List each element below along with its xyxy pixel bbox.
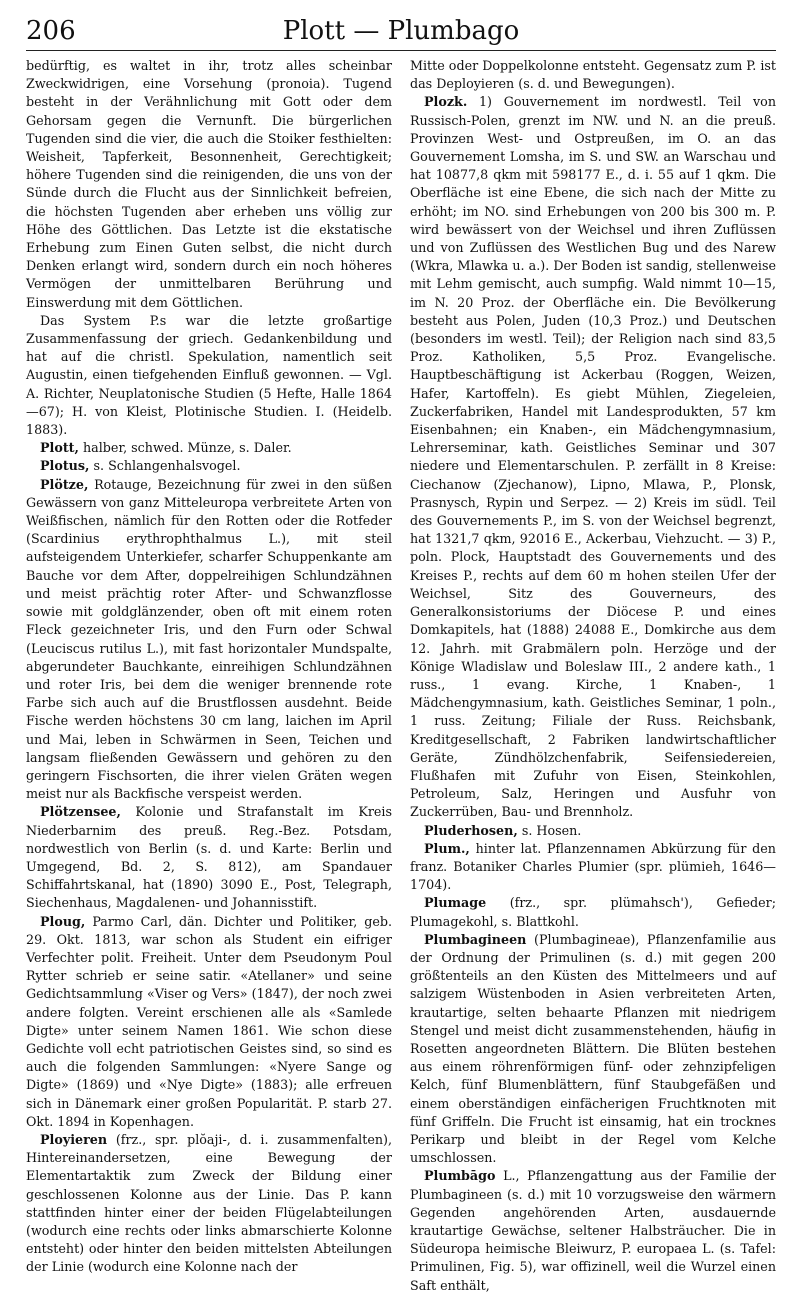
dictionary-entry: [410, 822, 776, 840]
dictionary-entry: [26, 1131, 392, 1277]
dictionary-entry: [26, 803, 392, 912]
columns: [26, 57, 776, 1295]
entry-text: Das System P.s war die letzte großartige Zusammenfassung der griech. Gedankenbildung und hat auf die christl. Spekulation, namentlich seit Augustin, einen tiefgehenden Einfluß gewonnen. — Vgl. A. Richter, Neuplatonische Studien (5 Hefte, Halle 1864—67); H. von Kleist, Plotinische Studien. I. (Heidelb. 1883).: [26, 312, 392, 438]
entry-headword: Plötze,: [40, 476, 89, 492]
dictionary-entry: [26, 913, 392, 1131]
entry-text: Parmo Carl, dän. Dichter und Politiker, geb. 29. Okt. 1813, war schon als Student ein eifriger Verfechter polit. Freiheit. Unter dem Pseudonym Poul Rytter schrieb er seine satir. «Atellaner» und seine Gedichtsammlung «Viser og Vers» (1847), der noch zwei andere folgten. Vereint erschienen alle als «Samlede Digte» unter seinem Namen 1861. Wie schon diese Gedichte voll echt patriotischen Geistes sind, so sind es auch die folgenden Sammlungen: «Nyere Sange og Digte» (1869) und «Nye Digte» (1883); alle erfreuen sich in Dänemark einer großen Popularität. P. starb 27. Okt. 1894 in Kopenhagen.: [26, 913, 392, 1129]
page-number: 206: [26, 16, 76, 46]
entry-text: (frz., spr. plümahsch'), Gefieder; Plumagekohl, s. Blattkohl.: [410, 895, 776, 929]
entry-text: Rotauge, Bezeichnung für zwei in den süßen Gewässern von ganz Mitteleuropa verbreitete Arten von Weißfischen, nämlich für den Rotten oder die Rotfeder (Scardinius erythrophthalmus L.), mit steil aufsteigendem Unterkiefer, scharfer Schuppenkante am Bauche vor dem After, doppelreihigen Schlundzähnen und meist prächtig roter After- und Schwanzflosse sowie mit goldglänzender, oben oft mit einem roten Fleck gezeichneter Iris, und den Furn oder Schwal (Leuciscus rutilus L.), mit fast horizontaler Mundspalte, abgerundeter Bauchkante, einreihigen Schlundzähnen und roter Iris, bei dem die weniger brennende rote Farbe sich auch auf die Brustflossen ausdehnt. Beide Fische werden höchstens 30 cm lang, laichen im April und Mai, leben in Schwärmen in Seen, Teichen und langsam fließenden Gewässern und gehören zu den geringern Fischsorten, die ihrer vielen Gräten wegen meist nur als Backfische verspeist werden.: [26, 476, 392, 802]
entry-headword: Ploug,: [40, 913, 86, 929]
entry-headword: Plumage: [424, 895, 487, 911]
left-column: [26, 57, 392, 1295]
entry-text: halber, schwed. Münze, s. Daler.: [83, 440, 292, 456]
dictionary-entry: [410, 840, 776, 895]
entry-text: s. Schlangenhalsvogel.: [93, 458, 241, 474]
entry-text: Mitte oder Doppelkolonne entsteht. Gegensatz zum P. ist das Deployieren (s. d. und Bewegungen).: [410, 58, 776, 92]
dictionary-entry: [410, 93, 776, 821]
entry-text: (Plumbagineae), Pflanzenfamilie aus der Ordnung der Primulinen (s. d.) mit gegen 200 größtenteils an den Küsten des Mittelmeers und auf salzigem Wüstenboden in Asien verbreiteten Arten, krautartige, selten behaarte Pflanzen mit niedrigem Stengel und meist dicht zusammenstehenden, häufig in Rosetten angeordneten Blättern. Die Blüten bestehen aus einem röhrenförmigen fünf- oder zehnzipfeligen Kelch, fünf Blumenblättern, fünf Staubgefäßen und einem oberständigen einfächerigen Fruchtknoten mit fünf Griffeln. Die Frucht ist einsamig, hat ein trocknes Perikarp und bleibt in der Regel vom Kelche umschlossen.: [410, 931, 776, 1166]
entry-headword: Plötzensee,: [40, 804, 121, 820]
running-title: Plott — Plumbago: [282, 16, 520, 46]
entry-headword: Plotus,: [40, 458, 90, 474]
dictionary-entry: [26, 457, 392, 475]
entry-text: bedürftig, es waltet in ihr, trotz alles scheinbar Zweckwidrigen, eine Vorsehung (pronoia). Tugend besteht in der Verähnlichung mit Gott oder dem Gehorsam gegen die Vernunft. Die bürgerlichen Tugenden sind die vier, die auch die Stoiker festhielten: Weisheit, Tapferkeit, Besonnenheit, Gerechtigkeit; höhere Tugenden sind die reinigenden, die uns von der Sünde durch die Flucht aus der Sinnlichkeit befreien, die höchsten Tugenden aber erheben uns völlig zur Höhe des Göttlichen. Das Letzte ist die ekstatische Erhebung zum Einen Guten selbst, die nicht durch Denken erlangt wird, sondern durch ein noch höheres Vermögen der unmittelbaren Berührung und Einswerdung mit dem Göttlichen.: [26, 58, 392, 310]
dictionary-entry: [410, 1167, 776, 1294]
entry-text: (frz., spr. plŏaji-, d. i. zusammenfalten), Hintereinandersetzen, eine Bewegung der Elementartaktik zum Zweck der Bildung einer geschlossenen Kolonne aus der Linie. Das P. kann stattfinden hinter einer der beiden Flügelabteilungen (wodurch eine rechts oder links abmarschierte Kolonne entsteht) oder hinter den beiden mittelsten Abteilungen der Linie (wodurch eine Kolonne nach der: [26, 1131, 392, 1275]
entry-headword: Pluderhosen,: [424, 822, 518, 838]
dictionary-entry: [410, 931, 776, 1168]
dictionary-entry: [26, 476, 392, 804]
right-column: [410, 57, 776, 1295]
entry-paragraph: [26, 57, 392, 312]
entry-text: s. Hosen.: [521, 822, 582, 838]
entry-headword: Ployieren: [40, 1131, 108, 1147]
entry-text: 1) Gouvernement im nordwestl. Teil von Russisch-Polen, grenzt im NW. und N. an die preuß. Provinzen West- und Ostpreußen, im O. an das Gouvernement Lomsha, im S. und SW. an Warschau und hat 10877,8 qkm mit 598177 E., d. i. 55 auf 1 qkm. Die Oberfläche ist eine Ebene, die sich nach der Mitte zu erhöht; im NO. sind Erhebungen von 200 bis 300 m. P. wird bewässert von der Weichsel und ihren Zuflüssen und von Zuflüssen des Westlichen Bug und des Narew (Wkra, Mlawka u. a.). Der Boden ist sandig, stellenweise mit Lehm gemischt, auch sumpfig. Wald nimmt 10—15, im N. 20 Proz. der Oberfläche ein. Die Bevölkerung besteht aus Polen, Juden (10,3 Proz.) und Deutschen (besonders im westl. Teil); der Religion nach sind 83,5 Proz. Katholiken, 5,5 Proz. Evangelische. Hauptbeschäftigung ist Ackerbau (Roggen, Weizen, Hafer, Kartoffeln). Es giebt Mühlen, Ziegeleien, Zuckerfabriken, Handel mit Landesprodukten, 57 km Eisenbahnen; ein Knaben-, ein Mädchengymnasium, Lehrerseminar, kath. Geistliches Seminar und 307 niedere und Elementarschulen. P. zerfällt in 8 Kreise: Ciechanow (Zjechanow), Lipno, Mlawa, P., Plonsk, Prasnysch, Rypin und Serpez. — 2) Kreis im südl. Teil des Gouvernements P., im S. von der Weichsel begrenzt, hat 1321,7 qkm, 92016 E., Ackerbau, Viehzucht. — 3) P., poln. Plock, Hauptstadt des Gouvernements und des Kreises P., rechts auf dem 60 m hohen steilen Ufer der Weichsel, Sitz des Gouverneurs, des Generalkonsistoriums der Diöcese P. und eines Domkapitels, hat (1888) 24088 E., Domkirche aus dem 12. Jahrh. mit Grabmälern poln. Herzöge und der Könige Wladislaw und Boleslaw III., 2 andere kath., 1 russ., 1 evang. Kirche, 1 Knaben-, 1 Mädchengymnasium, kath. Geistliches Seminar, 1 poln., 1 russ. Zeitung; Filiale der Russ. Reichsbank, Kreditgesellschaft, 2 Fabriken landwirtschaftlicher Geräte, Zündhölzchenfabrik, Seifensiedereien, Flußhafen mit Zufuhr von Eisen, Steinkohlen, Petroleum, Salz, Heringen und Ausfuhr von Zuckerrüben, Bau- und Brennholz.: [410, 94, 776, 820]
entry-paragraph: [410, 57, 776, 93]
page-header: [26, 10, 776, 51]
entry-headword: Plum.,: [424, 840, 470, 856]
entry-text: hinter lat. Pflanzennamen Abkürzung für den franz. Botaniker Charles Plumier (spr. plümieh, 1646—1704).: [410, 840, 776, 893]
entry-headword: Plumbāgo: [424, 1168, 496, 1184]
entry-headword: Plumbagineen: [424, 931, 527, 947]
entry-headword: Plott,: [40, 440, 79, 456]
entry-headword: Plozk.: [424, 94, 468, 110]
entry-text: Kolonie und Strafanstalt im Kreis Niederbarnim des preuß. Reg.-Bez. Potsdam, nordwestlich von Berlin (s. d. und Karte: Berlin und Umgegend, Bd. 2, S. 812), am Spandauer Schiffahrtskanal, hat (1890) 3090 E., Post, Telegraph, Siechenhaus, Magdalenen- und Johannisstift.: [26, 804, 392, 911]
dictionary-entry: [410, 894, 776, 930]
entry-paragraph: [26, 312, 392, 439]
dictionary-entry: [26, 439, 392, 457]
entry-text: L., Pflanzengattung aus der Familie der Plumbagineen (s. d.) mit 10 vorzugsweise den wärmern Gegenden angehörenden Arten, ausdauernde krautartige Gewächse, seltener Halbsträucher. Die in Südeuropa heimische Bleiwurz, P. europaea L. (s. Tafel: Primulinen, Fig. 5), war offizinell, weil die Wurzel einen Saft enthält,: [410, 1168, 776, 1293]
